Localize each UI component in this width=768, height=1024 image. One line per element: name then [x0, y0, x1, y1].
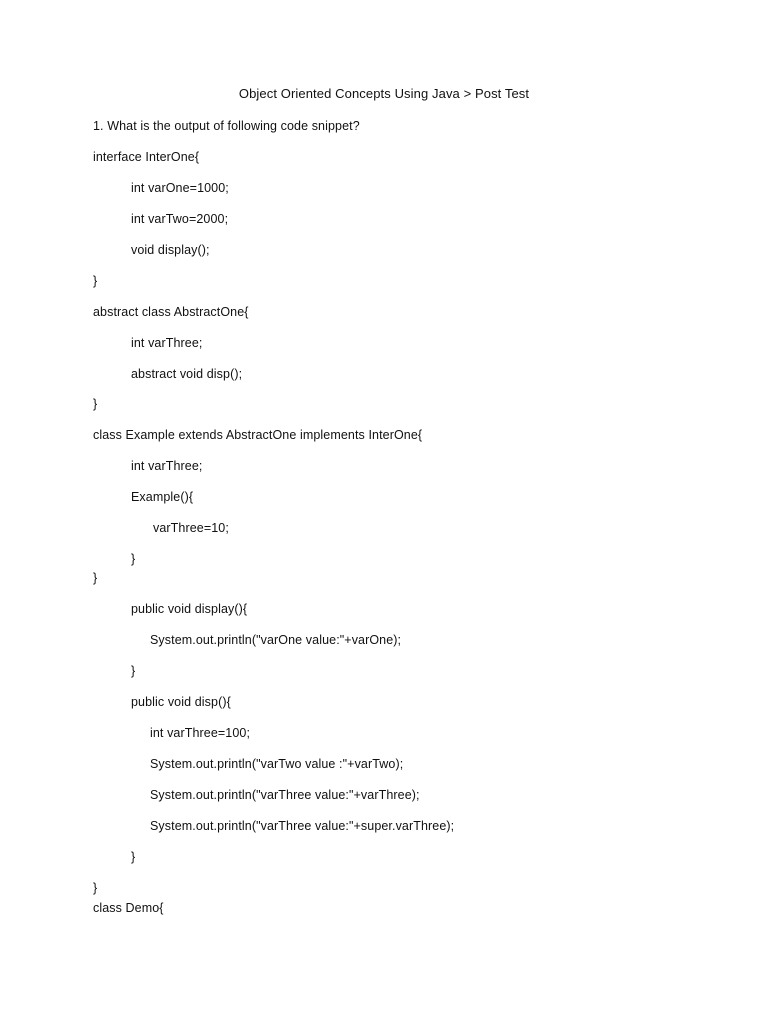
- code-line: }: [131, 552, 136, 566]
- code-line: public void display(){: [131, 602, 248, 616]
- code-line: public void disp(){: [131, 695, 231, 709]
- code-line: void display();: [131, 243, 210, 257]
- code-line: System.out.println("varTwo value :"+varTwo);: [150, 757, 404, 771]
- question-text: 1. What is the output of following code snippet?: [93, 119, 360, 133]
- code-line: }: [93, 397, 98, 411]
- code-line: int varOne=1000;: [131, 181, 229, 195]
- code-line: interface InterOne{: [93, 150, 200, 164]
- code-line: }: [93, 881, 98, 895]
- code-line: System.out.println("varThree value:"+varThree);: [150, 788, 420, 802]
- code-line: }: [93, 571, 98, 585]
- code-line: int varThree=100;: [150, 726, 251, 740]
- code-line: int varThree;: [131, 336, 203, 350]
- page-title: Object Oriented Concepts Using Java > Post Test: [238, 86, 530, 101]
- code-line: System.out.println("varOne value:"+varOne);: [150, 633, 402, 647]
- code-line: class Demo{: [93, 901, 164, 915]
- code-line: int varThree;: [131, 459, 203, 473]
- code-line: int varTwo=2000;: [131, 212, 229, 226]
- code-line: System.out.println("varThree value:"+super.varThree);: [150, 819, 455, 833]
- code-line: }: [131, 664, 136, 678]
- code-line: Example(){: [131, 490, 194, 504]
- code-line: varThree=10;: [153, 521, 229, 535]
- code-line: abstract class AbstractOne{: [93, 305, 249, 319]
- code-line: abstract void disp();: [131, 367, 243, 381]
- code-line: }: [131, 850, 136, 864]
- code-line: class Example extends AbstractOne implements InterOne{: [93, 428, 423, 442]
- code-line: }: [93, 274, 98, 288]
